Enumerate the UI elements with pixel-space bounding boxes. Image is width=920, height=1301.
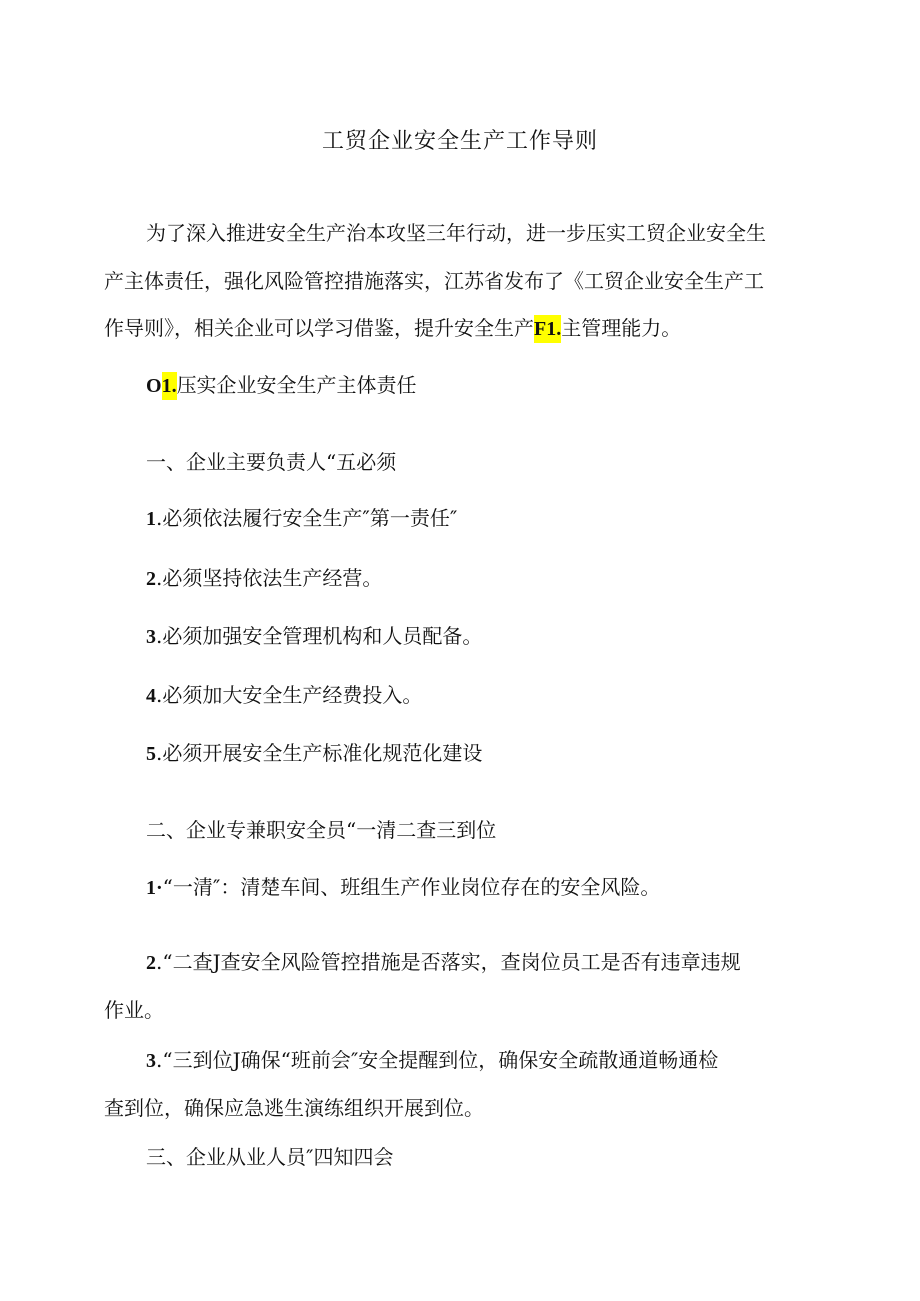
- intro-line-1: 为了深入推进安全生产治本攻坚三年行动，进一步压实工贸企业安全生: [146, 221, 766, 245]
- intro-line-3-text: 作导则》，相关企业可以学习借鉴，提升安全生产: [104, 316, 534, 340]
- list-item: 1·“一清″：清楚车间、班组生产作业岗位存在的安全风险。: [146, 875, 661, 899]
- intro-line-3: [104, 313, 920, 344]
- document-title: 工贸企业安全生产工作导则: [321, 129, 598, 154]
- list-item-continuation: 作业。: [104, 998, 164, 1022]
- intro-line-3-end: 主管理能力。: [561, 316, 682, 340]
- intro-line-2: 产主体责任，强化风险管控措施落实，江苏省发布了《工贸企业安全生产工: [104, 269, 764, 293]
- list-item: 3.“三到位J确保“班前会″安全提醒到位，确保安全疏散通道畅通检: [146, 1048, 719, 1072]
- part-1-heading: [146, 370, 920, 401]
- highlight-mark-o1-letter: O: [146, 375, 162, 397]
- part-1-text: 压实企业安全生产主体责任: [176, 373, 417, 397]
- highlight-mark-o1-text: 1.: [162, 372, 177, 400]
- section-2-heading: 二、企业专兼职安全员“一清二查三到位: [146, 818, 497, 842]
- list-item-continuation: 查到位，确保应急逃生演练组织开展到位。: [104, 1096, 484, 1120]
- list-item: 4.必须加大安全生产经费投入。: [146, 683, 423, 707]
- highlight-mark-o1: [146, 372, 177, 400]
- list-item: 3.必须加强安全管理机构和人员配备。: [146, 624, 483, 648]
- list-item: 2.必须坚持依法生产经营。: [146, 566, 383, 590]
- highlight-mark-f1: F1.: [534, 315, 561, 343]
- section-3-heading: 三、企业从业人员″四知四会: [146, 1145, 394, 1169]
- section-1-heading: 一、企业主要负责人“五必须: [146, 450, 397, 474]
- list-item: 1.必须依法履行安全生产″第一责任″: [146, 506, 458, 530]
- list-item: 5.必须开展安全生产标准化规范化建设: [146, 741, 483, 765]
- list-item: 2.“二查J查安全风险管控措施是否落实，查岗位员工是否有违章违规: [146, 950, 741, 974]
